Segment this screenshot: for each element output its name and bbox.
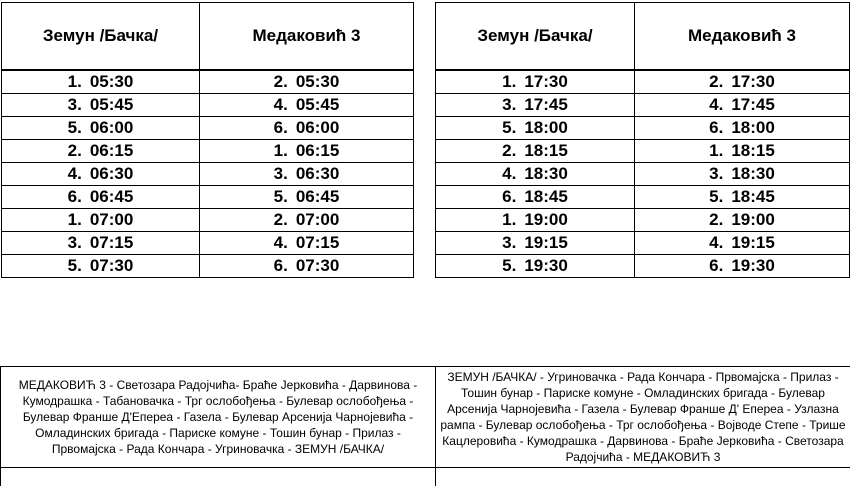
departure-number: 2.	[709, 72, 723, 91]
departure-cell	[200, 163, 414, 186]
departure-time: 05:30	[296, 72, 339, 91]
departure-cell	[200, 70, 414, 94]
departure-number: 1.	[709, 141, 723, 160]
departure-time: 06:30	[90, 164, 133, 183]
departure-time: 06:15	[90, 141, 133, 160]
departure-cell	[2, 209, 200, 232]
departure-cell	[2, 140, 200, 163]
departure-time: 19:00	[524, 210, 567, 229]
departure-number: 2.	[274, 210, 288, 229]
departure-time: 18:15	[524, 141, 567, 160]
timetable-row	[2, 255, 414, 278]
departure-number: 1.	[274, 141, 288, 160]
header-medakovic: Медаковић 3	[200, 3, 414, 71]
departure-time: 18:00	[731, 118, 774, 137]
departure-cell	[635, 94, 850, 117]
header-zemun: Земун /Бачка/	[436, 3, 635, 71]
departure-time: 06:00	[90, 118, 133, 137]
timetable-row	[436, 232, 850, 255]
departure-number: 4.	[502, 164, 516, 183]
departure-time: 07:30	[90, 256, 133, 275]
departure-cell	[436, 186, 635, 209]
departure-time: 19:15	[731, 233, 774, 252]
departure-time: 06:30	[296, 164, 339, 183]
departure-cell	[436, 163, 635, 186]
departure-time: 05:45	[296, 95, 339, 114]
departure-cell	[436, 209, 635, 232]
departure-time: 19:15	[524, 233, 567, 252]
departure-number: 5.	[68, 256, 82, 275]
timetable-row	[2, 70, 414, 94]
route-description-table	[0, 366, 850, 486]
departure-time: 05:45	[90, 95, 133, 114]
route-zemun-to-medakovic: ЗЕМУН /БАЧКА/ - Угриновачка - Рада Кончара - Првомајска - Прилаз - Тошин бунар - Париске комуне - Омладинских бригада - Булевар Арсенија Чарнојевића - Газела - Булевар Франше Д' Епереа - Узлазна рампа - Булевар ослобођења - Трг ослобођења - Војводе Степе - Трише Кацлеровића - Кумодрашка - Дарвинова - Браће Јерковића - Светозара Радојчића - МЕДАКОВИЋ 3	[436, 367, 850, 468]
departure-time: 06:45	[90, 187, 133, 206]
departure-cell	[436, 140, 635, 163]
departure-time: 18:00	[524, 118, 567, 137]
departure-cell	[635, 186, 850, 209]
departure-number: 2.	[274, 72, 288, 91]
departure-cell	[200, 255, 414, 278]
header-medakovic: Медаковић 3	[635, 3, 850, 71]
departure-cell	[2, 163, 200, 186]
timetable-row	[2, 232, 414, 255]
route-medakovic-to-zemun: МЕДАКОВИЋ 3 - Светозара Радојчића- Браће Јерковића - Дарвинова - Кумодрашка - Табановачка - Трг ослобођења - Булевар ослобођења - Булевар Франше Д'Епереа - Газела - Булевар Арсенија Чарнојевића - Омладинских бригада - Париске комуне - Тошин бунар - Прилаз - Првомајска - Рада Кончара - Угриновачка - ЗЕМУН /БАЧКА/	[1, 367, 436, 468]
timetable-row	[436, 209, 850, 232]
departure-number: 6.	[274, 256, 288, 275]
departure-time: 17:30	[524, 72, 567, 91]
departure-cell	[436, 232, 635, 255]
departure-number: 6.	[709, 118, 723, 137]
departure-number: 4.	[68, 164, 82, 183]
departure-cell	[635, 232, 850, 255]
departure-cell	[200, 209, 414, 232]
departure-cell	[635, 255, 850, 278]
departure-time: 18:30	[524, 164, 567, 183]
departure-cell	[436, 70, 635, 94]
departure-time: 17:30	[731, 72, 774, 91]
departure-number: 6.	[68, 187, 82, 206]
departure-cell	[2, 232, 200, 255]
departure-cell	[200, 140, 414, 163]
departure-time: 07:15	[90, 233, 133, 252]
departure-time: 07:00	[90, 210, 133, 229]
timetable-row	[436, 186, 850, 209]
timetable-row	[2, 186, 414, 209]
departure-number: 4.	[709, 95, 723, 114]
departure-number: 3.	[502, 233, 516, 252]
departure-number: 1.	[502, 72, 516, 91]
departure-number: 1.	[502, 210, 516, 229]
timetable-row	[2, 209, 414, 232]
departure-time: 19:30	[524, 256, 567, 275]
departure-number: 2.	[502, 141, 516, 160]
departure-number: 3.	[68, 95, 82, 114]
departure-time: 17:45	[731, 95, 774, 114]
departure-number: 5.	[502, 256, 516, 275]
departure-number: 3.	[68, 233, 82, 252]
departure-cell	[200, 186, 414, 209]
departure-cell	[2, 186, 200, 209]
departure-number: 3.	[502, 95, 516, 114]
timetable-row	[436, 163, 850, 186]
departure-number: 4.	[274, 95, 288, 114]
departure-number: 5.	[709, 187, 723, 206]
departure-time: 06:00	[296, 118, 339, 137]
departure-number: 6.	[502, 187, 516, 206]
departure-number: 2.	[68, 141, 82, 160]
departure-number: 4.	[274, 233, 288, 252]
departure-time: 18:15	[731, 141, 774, 160]
route-empty-cell	[1, 468, 436, 486]
departure-cell	[635, 209, 850, 232]
timetable-row	[436, 94, 850, 117]
timetable-row	[2, 117, 414, 140]
timetable-row	[436, 70, 850, 94]
evening-timetable	[435, 2, 850, 278]
departure-time: 17:45	[524, 95, 567, 114]
timetable-row	[436, 117, 850, 140]
departure-time: 07:00	[296, 210, 339, 229]
departure-number: 6.	[709, 256, 723, 275]
departure-cell	[2, 255, 200, 278]
departure-time: 06:15	[296, 141, 339, 160]
header-zemun: Земун /Бачка/	[2, 3, 200, 71]
departure-cell	[2, 70, 200, 94]
departure-cell	[436, 255, 635, 278]
departure-time: 05:30	[90, 72, 133, 91]
departure-cell	[436, 94, 635, 117]
departure-number: 1.	[68, 210, 82, 229]
departure-cell	[436, 117, 635, 140]
departure-number: 3.	[274, 164, 288, 183]
departure-cell	[2, 117, 200, 140]
departure-time: 19:00	[731, 210, 774, 229]
timetable-row	[436, 255, 850, 278]
departure-number: 5.	[68, 118, 82, 137]
departure-cell	[200, 94, 414, 117]
departure-cell	[200, 232, 414, 255]
departure-time: 18:45	[731, 187, 774, 206]
departure-time: 18:45	[524, 187, 567, 206]
timetable-row	[436, 140, 850, 163]
departure-number: 5.	[502, 118, 516, 137]
timetable-row	[2, 163, 414, 186]
departure-cell	[2, 94, 200, 117]
departure-time: 18:30	[731, 164, 774, 183]
timetable-row	[2, 140, 414, 163]
departure-number: 5.	[274, 187, 288, 206]
departure-cell	[635, 70, 850, 94]
departure-time: 06:45	[296, 187, 339, 206]
departure-cell	[635, 140, 850, 163]
departure-time: 07:30	[296, 256, 339, 275]
departure-cell	[635, 163, 850, 186]
departure-number: 1.	[68, 72, 82, 91]
departure-cell	[635, 117, 850, 140]
route-empty-cell	[436, 468, 850, 486]
timetable-row	[2, 94, 414, 117]
departure-number: 6.	[274, 118, 288, 137]
departure-number: 3.	[709, 164, 723, 183]
departure-time: 19:30	[731, 256, 774, 275]
departure-time: 07:15	[296, 233, 339, 252]
departure-number: 2.	[709, 210, 723, 229]
departure-cell	[200, 117, 414, 140]
departure-number: 4.	[709, 233, 723, 252]
morning-timetable	[1, 2, 414, 278]
